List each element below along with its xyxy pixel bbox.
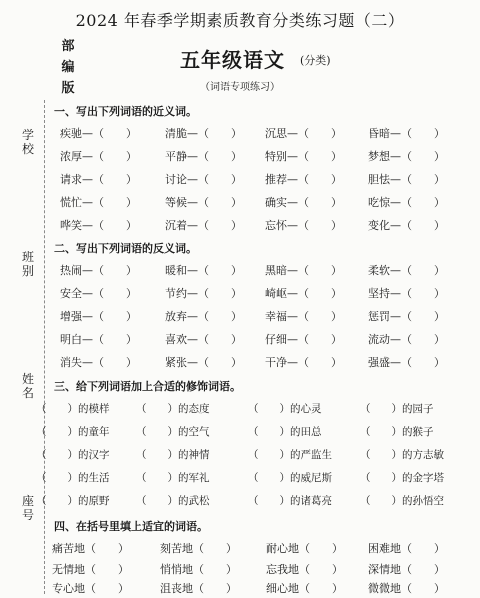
exercise-item[interactable]: 消失—（ ） (60, 356, 137, 369)
exercise-item[interactable]: 节约—（ ） (165, 287, 242, 300)
exercise-item[interactable]: 无情地（ ） (52, 563, 129, 576)
exercise-item[interactable]: 慌忙—（ ） (60, 196, 137, 209)
exercise-item[interactable]: （ ）的孙悟空 (360, 495, 444, 507)
exercise-item[interactable]: （ ）的园子 (360, 403, 434, 415)
exercise-item[interactable]: 专心地（ ） (52, 582, 129, 595)
exercise-item[interactable]: （ ）的神情 (136, 449, 210, 461)
exercise-item[interactable]: 沉思—（ ） (265, 127, 342, 140)
exercise-item[interactable]: 热闹—（ ） (60, 264, 137, 277)
exercise-item[interactable]: 喜欢—（ ） (165, 333, 242, 346)
exercise-item[interactable]: （ ）的原野 (36, 495, 110, 507)
exercise-item[interactable]: （ ）的金字塔 (360, 472, 444, 484)
exercise-item[interactable]: 吃惊—（ ） (368, 196, 445, 209)
exercise-item[interactable]: （ ）的严监生 (248, 449, 332, 461)
exercise-item[interactable]: 困难地（ ） (368, 542, 445, 555)
exercise-item[interactable]: 明白—（ ） (60, 333, 137, 346)
exercise-item[interactable]: 平静—（ ） (165, 150, 242, 163)
exercise-item[interactable]: 刻苦地（ ） (160, 542, 237, 555)
side-label-class: 班别 (21, 250, 34, 278)
exercise-item[interactable]: 忘我地（ ） (266, 563, 343, 576)
exercise-item[interactable]: 流动—（ ） (368, 333, 445, 346)
exercise-item[interactable]: 暖和—（ ） (165, 264, 242, 277)
exercise-item[interactable]: 特别—（ ） (265, 150, 342, 163)
side-label-name: 姓名 (21, 372, 34, 400)
exercise-item[interactable]: （ ）的田总 (248, 426, 322, 438)
exercise-item[interactable]: （ ）的武松 (136, 495, 210, 507)
exercise-item[interactable]: 等候—（ ） (165, 196, 242, 209)
exercise-item[interactable]: 仔细—（ ） (265, 333, 342, 346)
exercise-item[interactable]: 忘怀—（ ） (265, 219, 342, 232)
exercise-item[interactable]: （ ）的诸葛亮 (248, 495, 332, 507)
exercise-item[interactable]: （ ）的汉字 (36, 449, 110, 461)
exercise-item[interactable]: 深情地（ ） (368, 563, 445, 576)
exercise-item[interactable]: （ ）的军礼 (136, 472, 210, 484)
exercise-item[interactable]: 推荐—（ ） (265, 173, 342, 186)
exercise-item[interactable]: 耐心地（ ） (266, 542, 343, 555)
exercise-item[interactable]: （ ）的童年 (36, 426, 110, 438)
exercise-item[interactable]: 微微地（ ） (368, 582, 445, 595)
exercise-item[interactable]: 沉着—（ ） (165, 219, 242, 232)
exercise-item[interactable]: （ ）的心灵 (248, 403, 322, 415)
exercise-item[interactable]: 变化—（ ） (368, 219, 445, 232)
exercise-item[interactable]: 悄悄地（ ） (160, 563, 237, 576)
exercise-item[interactable]: 清脆—（ ） (165, 127, 242, 140)
exercise-item[interactable]: 崎岖—（ ） (265, 287, 342, 300)
grade-tag: (分类) (300, 54, 331, 67)
exercise-item[interactable]: 浓厚—（ ） (60, 150, 137, 163)
exercise-item[interactable]: 沮丧地（ ） (160, 582, 237, 595)
exercise-item[interactable]: 强盛—（ ） (368, 356, 445, 369)
exercise-item[interactable]: 幸福—（ ） (265, 310, 342, 323)
side-label-school: 学校 (21, 128, 34, 156)
exercise-item[interactable]: 惩罚—（ ） (368, 310, 445, 323)
exercise-item[interactable]: 坚持—（ ） (368, 287, 445, 300)
exercise-item[interactable]: 紧张—（ ） (165, 356, 242, 369)
exercise-item[interactable]: 确实—（ ） (265, 196, 342, 209)
exercise-item[interactable]: 增强—（ ） (60, 310, 137, 323)
section-4-title: 四、在括号里填上适宜的词语。 (54, 520, 208, 533)
exercise-item[interactable]: 哗笑—（ ） (60, 219, 137, 232)
exercise-item[interactable]: 疾驰—（ ） (60, 127, 137, 140)
exercise-item[interactable]: 放弃—（ ） (165, 310, 242, 323)
exercise-item[interactable]: （ ）的空气 (136, 426, 210, 438)
exercise-item[interactable]: 梦想—（ ） (368, 150, 445, 163)
edition-char: 部 (61, 39, 75, 54)
exercise-item[interactable]: 胆怯—（ ） (368, 173, 445, 186)
subtitle: （词语专项练习） (200, 82, 280, 93)
edition-char: 版 (61, 81, 75, 96)
exercise-item[interactable]: 痛苦地（ ） (52, 542, 129, 555)
exercise-item[interactable]: 干净—（ ） (265, 356, 342, 369)
exercise-item[interactable]: 安全—（ ） (60, 287, 137, 300)
exercise-item[interactable]: （ ）的模样 (36, 403, 110, 415)
section-2-title: 二、写出下列词语的反义词。 (54, 242, 197, 255)
exercise-item[interactable]: （ ）的猴子 (360, 426, 434, 438)
section-1-title: 一、写出下列词语的近义词。 (54, 105, 197, 118)
exercise-item[interactable]: （ ）的态度 (136, 403, 210, 415)
exercise-item[interactable]: 讨论—（ ） (165, 173, 242, 186)
binding-dashed-line (44, 100, 45, 594)
exercise-item[interactable]: 细心地（ ） (266, 582, 343, 595)
exercise-item[interactable]: 昏暗—（ ） (368, 127, 445, 140)
side-label-seat: 座号 (21, 494, 34, 522)
exercise-item[interactable]: 请求—（ ） (60, 173, 137, 186)
grade-title: 五年级语文 (180, 48, 285, 72)
exercise-item[interactable]: （ ）的生活 (36, 472, 110, 484)
edition-char: 编 (61, 60, 75, 75)
page-title: 2024 年春季学期素质教育分类练习题（二） (75, 11, 405, 30)
section-3-title: 三、给下列词语加上合适的修饰词语。 (54, 380, 241, 393)
exercise-item[interactable]: （ ）的威尼斯 (248, 472, 332, 484)
exercise-item[interactable]: 柔软—（ ） (368, 264, 445, 277)
exercise-item[interactable]: （ ）的方志敏 (360, 449, 444, 461)
exercise-item[interactable]: 黑暗—（ ） (265, 264, 342, 277)
